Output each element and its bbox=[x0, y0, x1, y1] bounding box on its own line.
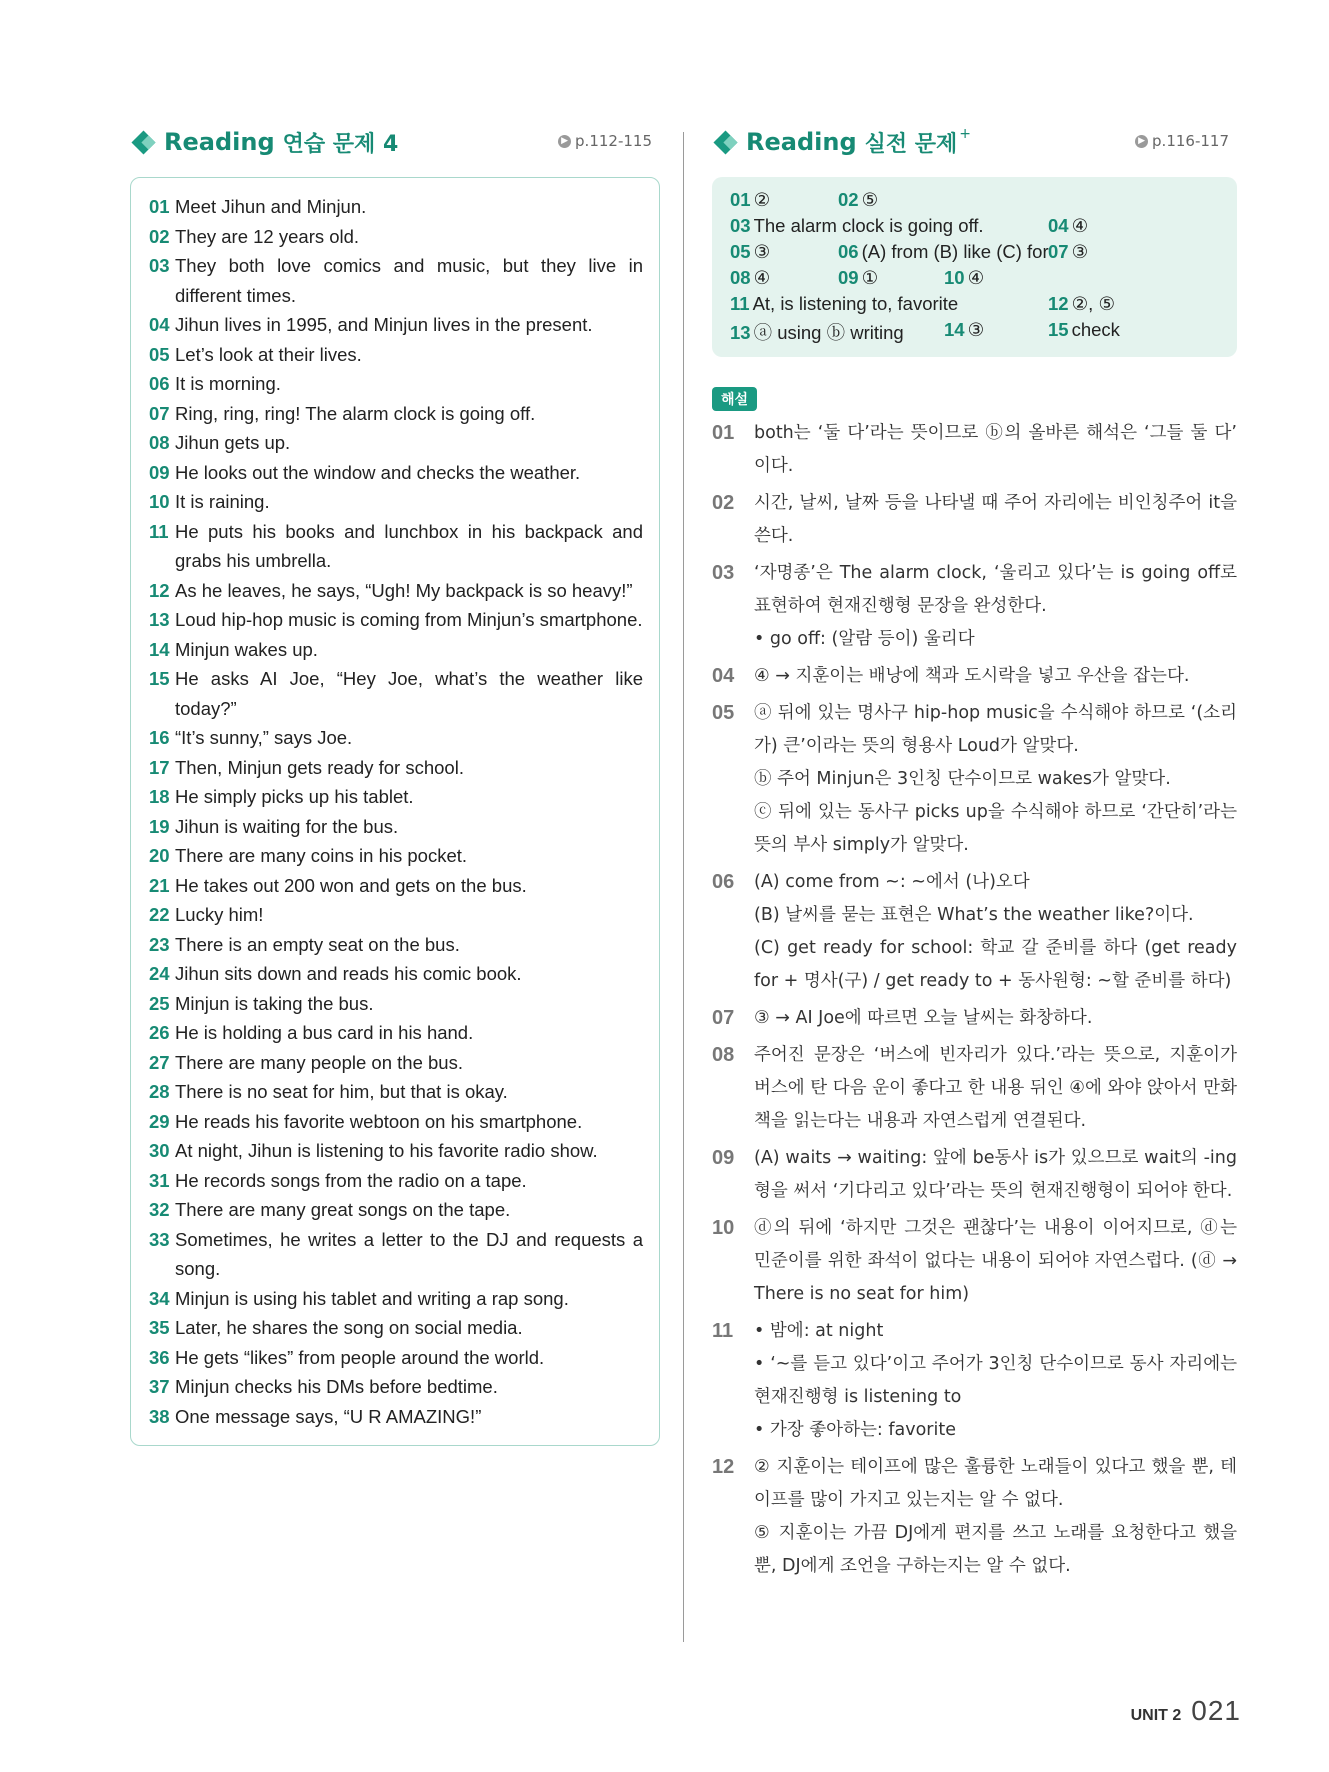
sentence-text: He looks out the window and checks the weather. bbox=[175, 461, 581, 483]
heading-title-en: Reading bbox=[746, 128, 857, 156]
answer-number: 15 bbox=[1048, 319, 1069, 340]
sentence-text: Lucky him! bbox=[175, 904, 264, 925]
answer-item bbox=[730, 293, 958, 315]
sentence-text: Jihun sits down and reads his comic book. bbox=[175, 963, 522, 984]
heading-title-ko: 연습 문제 4 bbox=[282, 131, 399, 157]
sentence-number: 35 bbox=[149, 1317, 170, 1338]
sentence-text: They both love comics and music, but they live in different times. bbox=[175, 255, 643, 306]
sentence-item bbox=[149, 989, 643, 1019]
answer-text: ④ bbox=[1071, 215, 1089, 236]
sentence-item bbox=[149, 192, 643, 222]
sentence-text: Jihun is waiting for the bus. bbox=[175, 815, 399, 837]
sentence-text: As he leaves, he says, “Ugh! My backpack is so heavy!” bbox=[175, 579, 633, 601]
answer-number: 12 bbox=[1048, 293, 1069, 314]
sentence-text: He takes out 200 won and gets on the bus. bbox=[175, 874, 527, 896]
sentence-number: 20 bbox=[149, 845, 170, 866]
sentence-item bbox=[149, 222, 643, 252]
sentence-number: 11 bbox=[149, 520, 169, 542]
answer-number: 06 bbox=[838, 241, 859, 262]
sentence-item bbox=[149, 1018, 643, 1048]
arrow-circle-icon: ▶ bbox=[1135, 135, 1148, 148]
sentence-number: 06 bbox=[149, 373, 170, 394]
sentence-item bbox=[149, 1136, 643, 1166]
sentence-text: There are many coins in his pocket. bbox=[175, 845, 468, 866]
answer-number: 02 bbox=[838, 189, 859, 210]
answer-number: 08 bbox=[730, 267, 751, 288]
sentence-text: He gets “likes” from people around the world. bbox=[175, 1346, 545, 1368]
explanation-item bbox=[712, 557, 1237, 656]
diamond-icon bbox=[131, 130, 155, 154]
answer-item bbox=[1048, 241, 1088, 263]
explanation-number: 01 bbox=[712, 422, 735, 444]
sentence-text: Ring, ring, ring! The alarm clock is going off. bbox=[175, 402, 536, 424]
plus-mark: + bbox=[959, 126, 972, 142]
explanation-line: ③ → AI Joe에 따르면 오늘 날씨는 화창하다. bbox=[754, 1008, 1093, 1028]
sentence-text: There is an empty seat on the bus. bbox=[175, 933, 460, 955]
sentence-item bbox=[149, 1195, 643, 1225]
sentence-number: 27 bbox=[149, 1051, 170, 1073]
sentence-number: 25 bbox=[149, 992, 170, 1014]
answer-text: ⑤ bbox=[861, 189, 879, 210]
sentence-number: 05 bbox=[149, 343, 170, 365]
explanation-line: • 밤에: at night bbox=[754, 1321, 884, 1341]
sentence-text: It is raining. bbox=[175, 491, 270, 512]
right-column bbox=[712, 125, 1237, 1587]
sentence-text: Minjun is taking the bus. bbox=[175, 992, 374, 1014]
sentence-number: 21 bbox=[149, 874, 170, 896]
answer-number: 04 bbox=[1048, 215, 1069, 236]
sentence-item bbox=[149, 251, 643, 310]
answer-text: The alarm clock is going off. bbox=[753, 215, 984, 236]
sentence-text: Sometimes, he writes a letter to the DJ and requests a song. bbox=[175, 1228, 643, 1279]
page-reference bbox=[1135, 132, 1229, 150]
sentence-number: 34 bbox=[149, 1287, 170, 1309]
sentence-item bbox=[149, 1343, 643, 1373]
explanation-number: 11 bbox=[712, 1320, 734, 1342]
explanation-number: 08 bbox=[712, 1044, 735, 1066]
sentence-item bbox=[149, 782, 643, 812]
sentence-number: 32 bbox=[149, 1199, 170, 1220]
answer-text: ④ bbox=[753, 267, 771, 288]
sentence-item bbox=[149, 576, 643, 606]
explanation-item bbox=[712, 417, 1237, 483]
sentence-text: Meet Jihun and Minjun. bbox=[175, 196, 367, 217]
sentence-text: Minjun is using his tablet and writing a rap song. bbox=[175, 1287, 569, 1309]
explanation-line: ④ → 지훈이는 배낭에 책과 도시락을 넣고 우산을 잡는다. bbox=[754, 666, 1190, 686]
explanation-item bbox=[712, 1039, 1237, 1138]
sentence-item bbox=[149, 664, 643, 723]
answer-item bbox=[730, 189, 770, 211]
sentence-number: 30 bbox=[149, 1140, 170, 1161]
explanation-number: 10 bbox=[712, 1217, 735, 1239]
sentence-number: 23 bbox=[149, 933, 170, 955]
explanation-line: (B) 날씨를 묻는 표현은 What’s the weather like?이다. bbox=[754, 905, 1194, 925]
sentence-item bbox=[149, 1225, 643, 1284]
heading-title-en: Reading bbox=[164, 128, 275, 156]
answer-item bbox=[730, 267, 770, 289]
explanation-number: 09 bbox=[712, 1147, 735, 1169]
answer-text: ④ bbox=[967, 267, 985, 288]
sentence-text: Then, Minjun gets ready for school. bbox=[175, 756, 464, 778]
answer-text: (A) from (B) like (C) for bbox=[861, 241, 1049, 262]
explanation-item bbox=[712, 1315, 1237, 1447]
sentence-item bbox=[149, 1402, 643, 1432]
sentence-item bbox=[149, 723, 643, 753]
sentence-item bbox=[149, 340, 643, 370]
answer-item bbox=[838, 267, 878, 289]
unit-label: UNIT 2 bbox=[1130, 1707, 1182, 1724]
sentence-number: 38 bbox=[149, 1405, 170, 1427]
answer-number: 07 bbox=[1048, 241, 1069, 262]
explanation-number: 02 bbox=[712, 492, 735, 514]
sentence-text: There is no seat for him, but that is okay. bbox=[175, 1081, 508, 1102]
explanation-line: (A) waits → waiting: 앞에 be동사 is가 있으므로 wait의 -ing형을 써서 ‘기다리고 있다’라는 뜻의 현재진행형이 되어야 한다. bbox=[754, 1148, 1237, 1201]
sentence-text: They are 12 years old. bbox=[175, 225, 360, 247]
explanation-item bbox=[712, 866, 1237, 998]
sentence-number: 03 bbox=[149, 255, 170, 276]
answer-item bbox=[944, 267, 984, 289]
sentence-text: He reads his favorite webtoon on his smartphone. bbox=[175, 1110, 583, 1132]
explanation-item bbox=[712, 1212, 1237, 1311]
explanation-item bbox=[712, 697, 1237, 862]
explanation-line: ‘자명종’은 The alarm clock, ‘울리고 있다’는 is going off로 표현하여 현재진행형 문장을 완성한다. bbox=[754, 563, 1237, 616]
sentence-number: 19 bbox=[149, 815, 170, 837]
explanation-line: 시간, 날씨, 날짜 등을 나타낼 때 주어 자리에는 비인칭주어 it을 쓴다. bbox=[754, 493, 1237, 546]
sentence-text: Loud hip-hop music is coming from Minjun’s smartphone. bbox=[175, 609, 643, 630]
answer-item bbox=[1048, 293, 1115, 315]
sentence-number: 04 bbox=[149, 314, 170, 335]
explanation-line: ⓐ 뒤에 있는 명사구 hip-hop music을 수식해야 하므로 ‘(소리가) 큰’이라는 뜻의 형용사 Loud가 알맞다. bbox=[754, 703, 1237, 756]
arrow-circle-icon: ▶ bbox=[558, 135, 571, 148]
explanation-item bbox=[712, 1142, 1237, 1208]
explanation-line: ⑤ 지훈이는 가끔 DJ에게 편지를 쓰고 노래를 요청한다고 했을 뿐, DJ에게 조언을 구하는지는 알 수 없다. bbox=[754, 1523, 1237, 1576]
explanation-line: ⓓ의 뒤에 ‘하지만 그것은 괜찮다’는 내용이 이어지므로, ⓓ는 민준이를 위한 좌석이 없다는 내용이 되어야 자연스럽다. (ⓓ → There is no seat for him) bbox=[754, 1218, 1237, 1304]
answer-number: 01 bbox=[730, 189, 751, 210]
sentence-item bbox=[149, 458, 643, 488]
sentence-number: 08 bbox=[149, 432, 170, 453]
sentence-number: 15 bbox=[149, 668, 170, 689]
explanation-badge: 해설 bbox=[712, 387, 757, 411]
page-reference-text: p.116-117 bbox=[1152, 132, 1229, 150]
page-reference bbox=[558, 132, 652, 150]
sentence-item bbox=[149, 753, 643, 783]
sentence-text: He records songs from the radio on a tape. bbox=[175, 1169, 527, 1191]
sentence-number: 16 bbox=[149, 727, 170, 748]
sentence-text: Minjun wakes up. bbox=[175, 638, 318, 660]
answer-number: 14 bbox=[944, 319, 965, 340]
sentence-text: There are many people on the bus. bbox=[175, 1051, 463, 1073]
sentence-item bbox=[149, 1313, 643, 1343]
sentence-item bbox=[149, 959, 643, 989]
sentence-number: 31 bbox=[149, 1169, 170, 1191]
sentence-text: Later, he shares the song on social media. bbox=[175, 1317, 523, 1338]
answer-item bbox=[1048, 319, 1120, 341]
sentence-number: 36 bbox=[149, 1346, 170, 1368]
column-divider bbox=[683, 132, 684, 1642]
sentence-item bbox=[149, 812, 643, 842]
sentence-item bbox=[149, 1284, 643, 1314]
explanation-line: (C) get ready for school: 학교 갈 준비를 하다 (get ready for + 명사(구) / get ready to + 동사원형: ~할 준비를 하다) bbox=[754, 938, 1237, 991]
answer-text: ⓐ using ⓑ writing bbox=[753, 322, 904, 343]
sentence-item bbox=[149, 1077, 643, 1107]
heading-title-ko: 실전 문제 bbox=[864, 131, 958, 157]
explanation-line: • ‘~를 듣고 있다’이고 주어가 3인칭 단수이므로 동사 자리에는 현재진행형 is listening to bbox=[754, 1354, 1237, 1407]
sentence-text: Minjun checks his DMs before bedtime. bbox=[175, 1376, 498, 1397]
sentence-number: 13 bbox=[149, 609, 170, 630]
sentence-text: At night, Jihun is listening to his favorite radio show. bbox=[175, 1140, 598, 1161]
page-reference-text: p.112-115 bbox=[575, 132, 652, 150]
explanation-line: ② 지훈이는 테이프에 많은 훌륭한 노래들이 있다고 했을 뿐, 테이프를 많이 가지고 있는지는 알 수 없다. bbox=[754, 1457, 1237, 1510]
sentence-number: 18 bbox=[149, 786, 170, 807]
sentence-item bbox=[149, 1372, 643, 1402]
sentence-number: 07 bbox=[149, 402, 170, 424]
sentence-text: He is holding a bus card in his hand. bbox=[175, 1022, 474, 1043]
sentence-item bbox=[149, 517, 643, 576]
sentence-item bbox=[149, 1166, 643, 1196]
diamond-icon bbox=[713, 130, 737, 154]
sentence-number: 26 bbox=[149, 1022, 170, 1043]
answer-item bbox=[944, 319, 984, 341]
sentence-item bbox=[149, 310, 643, 340]
sentence-item bbox=[149, 428, 643, 458]
answer-text: ③ bbox=[967, 319, 985, 340]
sentence-text: One message says, “U R AMAZING!” bbox=[175, 1405, 482, 1427]
answer-text: ③ bbox=[1071, 241, 1089, 262]
sentence-text: “It’s sunny,” says Joe. bbox=[175, 727, 353, 748]
sentence-item bbox=[149, 1107, 643, 1137]
answer-item bbox=[838, 189, 878, 211]
sentence-number: 33 bbox=[149, 1228, 170, 1250]
sentence-item bbox=[149, 930, 643, 960]
sentence-item bbox=[149, 369, 643, 399]
sentence-item bbox=[149, 841, 643, 871]
sentence-item bbox=[149, 605, 643, 635]
answer-text: ② bbox=[753, 189, 771, 210]
explanation-line: ⓒ 뒤에 있는 동사구 picks up을 수식해야 하므로 ‘간단히’라는 뜻의 부사 simply가 알맞다. bbox=[754, 802, 1237, 855]
answer-number: 10 bbox=[944, 267, 965, 288]
answer-item bbox=[730, 241, 770, 263]
answer-number: 05 bbox=[730, 241, 751, 262]
sentence-list-box bbox=[130, 177, 660, 1446]
sentence-number: 12 bbox=[149, 579, 170, 601]
answer-item bbox=[730, 319, 904, 345]
sentence-text: Let’s look at their lives. bbox=[175, 343, 362, 365]
sentence-text: He asks AI Joe, “Hey Joe, what’s the weather like today?” bbox=[175, 668, 643, 719]
page-footer bbox=[1131, 1695, 1241, 1727]
explanation-line: 주어진 문장은 ‘버스에 빈자리가 있다.’라는 뜻으로, 지훈이가 버스에 탄 다음 운이 좋다고 한 내용 뒤인 ④에 와야 앉아서 만화책을 읽는다는 내용과 자연스럽게 연결된다. bbox=[754, 1045, 1237, 1131]
answer-text: At, is listening to, favorite bbox=[752, 293, 959, 314]
sentence-text: He puts his books and lunchbox in his backpack and grabs his umbrella. bbox=[175, 520, 643, 571]
sentence-number: 17 bbox=[149, 756, 170, 778]
explanation-number: 07 bbox=[712, 1007, 735, 1029]
explanation-line: ⓑ 주어 Minjun은 3인칭 단수이므로 wakes가 알맞다. bbox=[754, 769, 1171, 789]
section-heading-test bbox=[712, 125, 1237, 159]
sentence-number: 10 bbox=[149, 491, 170, 512]
explanation-line: (A) come from ~: ~에서 (나)오다 bbox=[754, 872, 1030, 892]
sentence-number: 37 bbox=[149, 1376, 170, 1397]
sentence-item bbox=[149, 900, 643, 930]
explanation-number: 03 bbox=[712, 562, 735, 584]
sentence-item bbox=[149, 871, 643, 901]
sentence-number: 28 bbox=[149, 1081, 170, 1102]
explanation-line: both는 ‘둘 다’라는 뜻이므로 ⓑ의 올바른 해석은 ‘그들 둘 다’ 이다. bbox=[754, 423, 1237, 476]
sentence-text: There are many great songs on the tape. bbox=[175, 1199, 511, 1220]
sentence-number: 29 bbox=[149, 1110, 170, 1132]
answer-item bbox=[1048, 215, 1088, 237]
sentence-number: 09 bbox=[149, 461, 170, 483]
explanation-line: • go off: (알람 등이) 울리다 bbox=[754, 629, 975, 649]
explanation-list bbox=[712, 417, 1237, 1583]
sentence-item bbox=[149, 487, 643, 517]
sentence-number: 01 bbox=[149, 196, 170, 217]
sentence-number: 14 bbox=[149, 638, 170, 660]
answer-number: 13 bbox=[730, 322, 751, 343]
sentence-item bbox=[149, 1048, 643, 1078]
answer-number: 09 bbox=[838, 267, 859, 288]
answer-item bbox=[838, 241, 1049, 263]
answer-number: 11 bbox=[730, 293, 750, 314]
left-column bbox=[130, 125, 660, 1446]
explanation-number: 12 bbox=[712, 1456, 735, 1478]
sentence-item bbox=[149, 635, 643, 665]
page-number: 021 bbox=[1191, 1695, 1241, 1726]
answer-key-box bbox=[712, 177, 1237, 357]
sentence-text: Jihun gets up. bbox=[175, 432, 291, 453]
sentence-item bbox=[149, 399, 643, 429]
explanation-item bbox=[712, 487, 1237, 553]
sentence-text: It is morning. bbox=[175, 373, 281, 394]
answer-item bbox=[730, 215, 984, 237]
explanation-line: • 가장 좋아하는: favorite bbox=[754, 1420, 956, 1440]
answer-text: check bbox=[1071, 319, 1120, 340]
answer-number: 03 bbox=[730, 215, 751, 236]
explanation-number: 04 bbox=[712, 665, 735, 687]
answer-text: ②, ⑤ bbox=[1071, 293, 1116, 314]
sentence-number: 22 bbox=[149, 904, 170, 925]
section-heading-practice bbox=[130, 125, 660, 159]
sentence-number: 02 bbox=[149, 225, 170, 247]
sentence-number: 24 bbox=[149, 963, 170, 984]
explanation-item bbox=[712, 1451, 1237, 1583]
sentence-text: Jihun lives in 1995, and Minjun lives in the present. bbox=[175, 314, 593, 335]
explanation-item bbox=[712, 660, 1237, 693]
answer-text: ① bbox=[861, 267, 879, 288]
explanation-number: 05 bbox=[712, 702, 735, 724]
sentence-text: He simply picks up his tablet. bbox=[175, 786, 414, 807]
explanation-number: 06 bbox=[712, 871, 735, 893]
explanation-item bbox=[712, 1002, 1237, 1035]
answer-text: ③ bbox=[753, 241, 771, 262]
